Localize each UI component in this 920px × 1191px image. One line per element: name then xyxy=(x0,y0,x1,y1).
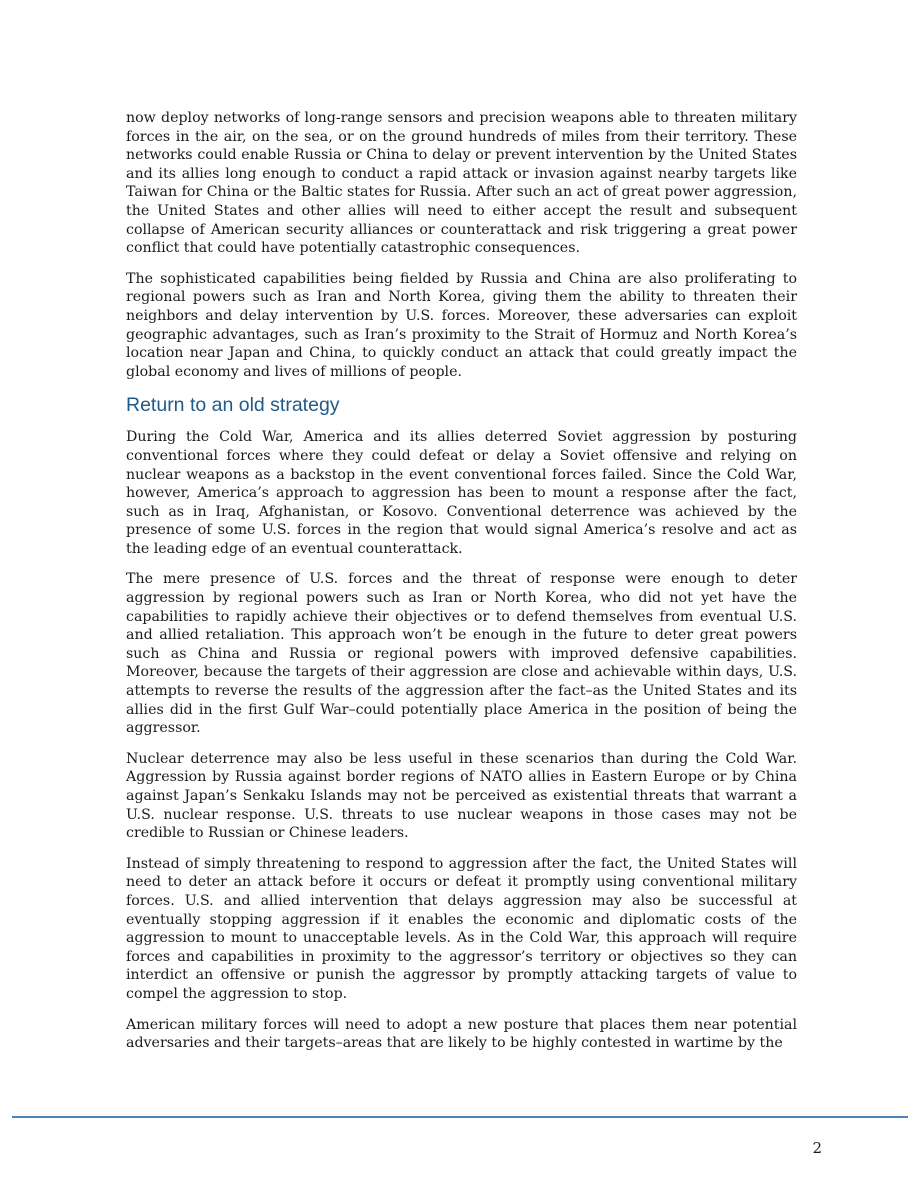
body-paragraph: Nuclear deterrence may also be less useful in these scenarios than during the Cold War. Aggression by Russia against border regions of NATO allies in Eastern Europe or by China against Japan’s Senkaku Islands may not be perceived as existential threats that warrant a U.S. nuclear response. U.S. threats to use nuclear weapons in those cases may not be credible to Russian or Chinese leaders. xyxy=(126,750,797,842)
body-paragraph: The mere presence of U.S. forces and the threat of response were enough to deter aggression by regional powers such as Iran or North Korea, who did not yet have the capabilities to rapidly achieve their objectives or to defend themselves from eventual U.S. and allied retaliation. This approach won’t be enough in the future to deter great powers such as China and Russia or regional powers with improved defensive capabilities. Moreover, because the targets of their aggression are close and achievable within days, U.S. attempts to reverse the results of the aggression after the fact–as the United States and its allies did in the first Gulf War–could potentially place America in the position of being the aggressor. xyxy=(126,571,797,737)
page-number: 2 xyxy=(812,1139,822,1157)
section-heading: Return to an old strategy xyxy=(126,394,340,417)
body-paragraph: The sophisticated capabilities being fielded by Russia and China are also proliferating to regional powers such as Iran and North Korea, giving them the ability to threaten their neighbors and delay intervention by U.S. forces. Moreover, these adversaries can exploit geographic advantages, such as Iran’s proximity to the Strait of Hormuz and North Korea’s location near Japan and China, to quickly conduct an attack that could greatly impact the global economy and lives of millions of people. xyxy=(126,270,797,380)
footer-divider xyxy=(12,1116,908,1118)
body-paragraph: American military forces will need to adopt a new posture that places them near potential adversaries and their targets–areas that are likely to be highly contested in wartime by the xyxy=(126,1016,797,1052)
body-paragraph: Instead of simply threatening to respond to aggression after the fact, the United States will need to deter an attack before it occurs or defeat it promptly using conventional military forces. U.S. and allied intervention that delays aggression may also be successful at eventually stopping aggression if it enables the economic and diplomatic costs of the aggression to mount to unacceptable levels. As in the Cold War, this approach will require forces and capabilities in proximity to the aggressor’s territory or objectives so they can interdict an offensive or punish the aggressor by promptly attacking targets of value to compel the aggression to stop. xyxy=(126,855,797,1002)
document-body xyxy=(126,109,797,1065)
body-paragraph: During the Cold War, America and its allies deterred Soviet aggression by posturing conventional forces where they could defeat or delay a Soviet offensive and relying on nuclear weapons as a backstop in the event conventional forces failed. Since the Cold War, however, America’s approach to aggression has been to mount a response after the fact, such as in Iraq, Afghanistan, or Kosovo. Conventional deterrence was achieved by the presence of some U.S. forces in the region that would signal America’s resolve and act as the leading edge of an eventual counterattack. xyxy=(126,429,797,557)
body-paragraph: now deploy networks of long-range sensors and precision weapons able to threaten military forces in the air, on the sea, or on the ground hundreds of miles from their territory. These networks could enable Russia or China to delay or prevent intervention by the United States and its allies long enough to conduct a rapid attack or invasion against nearby targets like Taiwan for China or the Baltic states for Russia. After such an act of great power aggression, the United States and other allies will need to either accept the result and subsequent collapse of American security alliances or counterattack and risk triggering a great power conflict that could have potentially catastrophic consequences. xyxy=(126,110,797,257)
